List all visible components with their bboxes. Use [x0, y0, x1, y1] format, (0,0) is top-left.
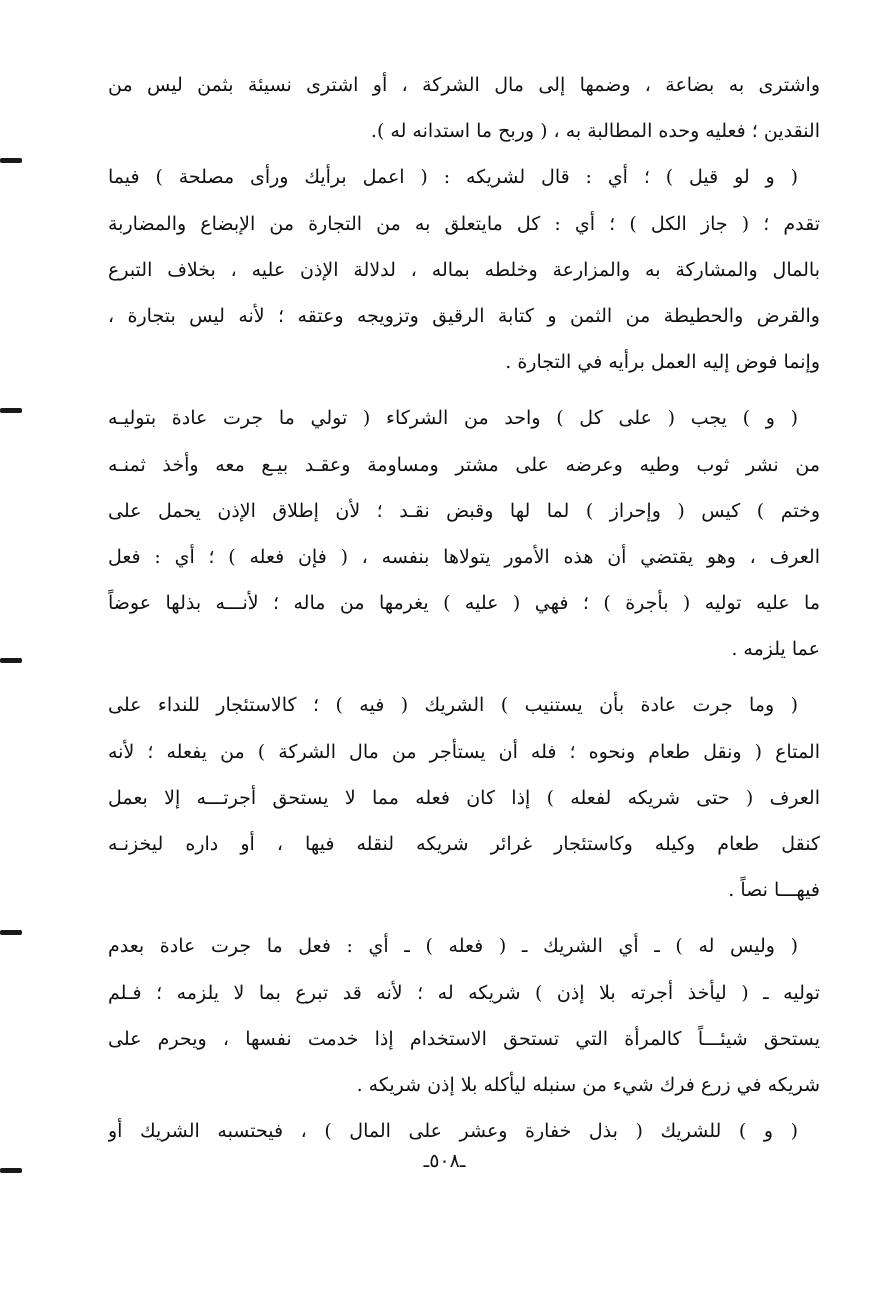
text-line: بالمال والمشاركة به والمزارعة وخلطه بماله ، لدلالة الإذن عليه ، بخلاف التبرع — [108, 258, 820, 281]
text-line: ( وما جرت عادة بأن يستنيب ) الشريك ( فيه ) ؛ كالاستئجار للنداء على — [108, 694, 798, 717]
text-line: تقدم ؛ ( جاز الكل ) ؛ أي : كل مايتعلق به من التجارة من الإبضاع والمضاربة — [108, 212, 820, 235]
text-line: ( و ) للشريك ( بذل خفارة وعشر على المال ) ، فيحتسبه الشريك أو — [108, 1120, 798, 1143]
margin-mark — [0, 930, 22, 935]
text-line: توليه ـ ( ليأخذ أجرته بلا إذن ) شريكه له ؛ لأنه قد تبرع بما لا يلزمه ؛ فـلم — [108, 981, 820, 1004]
text-line: عما يلزمه . — [731, 638, 820, 661]
text-line: ( و ) يجب ( على كل ) واحد من الشركاء ( تولي ما جرت عادة بتوليـه — [108, 407, 798, 430]
margin-mark — [0, 158, 22, 163]
text-line: ( و لو قيل ) ؛ أي : قال لشريكه : ( اعمل برأيك ورأى مصلحة ) فيما — [108, 166, 798, 189]
text-line: ما عليه توليه ( بأجرة ) ؛ فهي ( عليه ) يغرمها من ماله ؛ لأنـــه بذلها عوضاً — [108, 592, 820, 615]
text-line: النقدين ؛ فعليه وحده المطالبة به ، ( وربح ما استدانه له ). — [370, 120, 820, 143]
text-line: شريكه في زرع فرك شيء من سنبله ليأكله بلا إذن شريكه . — [356, 1073, 820, 1096]
text-line: من نشر ثوب وطيه وعرضه على مشتر ومساومة وعقـد بيـع معه وأخذ ثمنـه — [108, 453, 820, 476]
text-line: ( وليس له ) ـ أي الشريك ـ ( فعله ) ـ أي : فعل ما جرت عادة بعدم — [108, 935, 798, 958]
text-line: المتاع ( ونقل طعام ونحوه ؛ فله أن يستأجر من مال الشركة ) من يفعله ؛ لأنه — [108, 740, 820, 763]
text-line: العرف ، وهو يقتضي أن هذه الأمور يتولاها بنفسه ، ( فإن فعله ) ؛ أي : فعل — [108, 545, 820, 568]
text-line: وختم ) كيس ( وإحراز ) لما لها وقبض نقـد ؛ لأن إطلاق الإذن يحمل على — [108, 499, 820, 522]
text-line: العرف ( حتى شريكه لفعله ) إذا كان فعله مما لا يستحق أجرتـــه إلا بعمل — [108, 786, 820, 809]
page-number: ـ٥٠٨ـ — [423, 1150, 466, 1172]
text-line: واشترى به بضاعة ، وضمها إلى مال الشركة ، أو اشترى نسيئة بثمن ليس من — [108, 74, 820, 96]
margin-mark — [0, 408, 22, 413]
text-line: فيهـــا نصاً . — [728, 879, 820, 902]
text-line: وإنما فوض إليه العمل برأيه في التجارة . — [505, 351, 820, 374]
text-line: والقرض والحطيطة من الثمن و كتابة الرقيق وتزويجه وعتقه ؛ لأنه ليس بتجارة ، — [108, 304, 820, 327]
body-text — [108, 62, 820, 1154]
text-line: يستحق شيئـــاً كالمرأة التي تستحق الاستخدام إذا خدمت نفسها ، ويحرم على — [108, 1027, 820, 1050]
margin-mark — [0, 658, 22, 663]
text-line: كنقل طعام وكيله وكاستئجار غرائر شريكه لنقله فيها ، أو داره ليخزنـه — [108, 833, 820, 855]
